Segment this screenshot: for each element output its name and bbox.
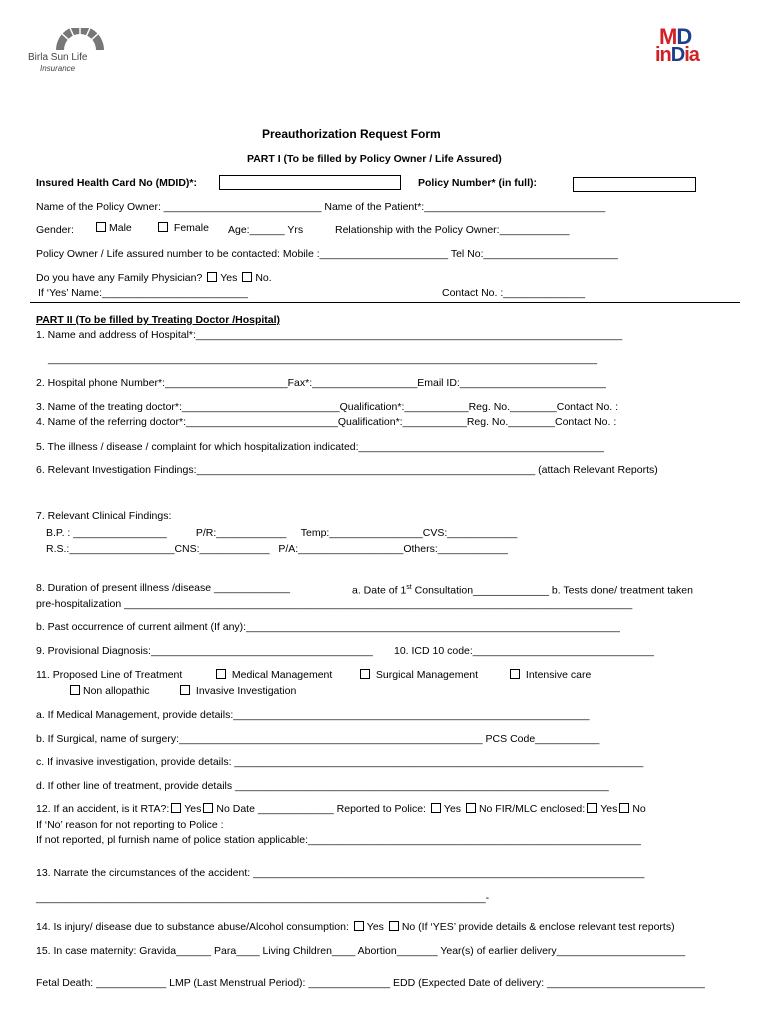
substance-no-label: No (If ‘YES’ provide details & enclose relevant test reports): [401, 921, 675, 933]
consultation-line[interactable]: [352, 582, 693, 597]
physician-no-checkbox-icon[interactable]: [242, 272, 252, 282]
logo-letters-in: in: [655, 44, 671, 66]
logo-letter-d2: D: [670, 44, 685, 66]
physician-question-text: Do you have any Family Physician?: [36, 272, 203, 284]
past-occurrence-field[interactable]: b. Past occurrence of current ailment (If any):________________________________________________________________: [36, 621, 620, 633]
card-number-input[interactable]: [219, 175, 401, 190]
fir-no-label: No: [632, 803, 646, 815]
gender-label: Gender:: [36, 224, 74, 236]
surgical-management-checkbox-icon[interactable]: [360, 669, 370, 679]
substance-abuse-question: 14. Is injury/ disease due to substance abuse/Alcohol consumption:: [36, 921, 349, 933]
section-divider: [30, 302, 740, 303]
fir-no-checkbox-icon[interactable]: [619, 803, 629, 813]
rta-yes-label: Yes: [184, 803, 202, 815]
female-checkbox-icon[interactable]: [158, 222, 168, 232]
substance-yes-checkbox-icon[interactable]: [354, 921, 364, 931]
consultation-tests-label: Consultation_____________ b. Tests done/ treatment taken: [411, 584, 693, 597]
fir-label: No FIR/MLC enclosed:: [478, 803, 586, 815]
substance-no-checkbox-icon[interactable]: [389, 921, 399, 931]
non-allopathic-option[interactable]: [68, 685, 150, 697]
physician-yes-checkbox-icon[interactable]: [207, 272, 217, 282]
physician-yes-label: Yes: [220, 272, 238, 284]
logo-letters-ia: ia: [684, 44, 699, 66]
investigation-findings-field[interactable]: 6. Relevant Investigation Findings:__________________________________________________________ (attach Relevant Reports): [36, 464, 658, 476]
md-india-logo: [655, 24, 715, 70]
relationship-field[interactable]: Relationship with the Policy Owner:____________: [335, 224, 570, 236]
fetal-death-line[interactable]: Fetal Death: ____________ LMP (Last Menstrual Period): ______________ EDD (Expected Date of delivery: ___________________________: [36, 977, 705, 989]
hospital-address-field[interactable]: ______________________________________________________________________________________________: [48, 353, 597, 365]
female-option[interactable]: [156, 222, 209, 234]
surgery-name-field[interactable]: b. If Surgical, name of surgery:____________________________________________________ PCS Code___________: [36, 733, 600, 745]
hospital-name-field[interactable]: 1. Name and address of Hospital*:_________________________________________________________________________: [36, 329, 623, 341]
medical-details-field[interactable]: a. If Medical Management, provide details:_____________________________________________________________: [36, 709, 590, 721]
accident-line[interactable]: [36, 803, 646, 815]
maternity-line[interactable]: 15. In case maternity: Gravida______ Para____ Living Children____ Abortion_______ Year(s) of earlier delivery______________________: [36, 945, 686, 957]
rta-no-checkbox-icon[interactable]: [203, 803, 213, 813]
medical-management-checkbox-icon[interactable]: [216, 669, 226, 679]
substance-yes-label: Yes: [366, 921, 384, 933]
icd10-field[interactable]: 10. ICD 10 code:_______________________________: [394, 645, 654, 657]
treating-doctor-line[interactable]: 3. Name of the treating doctor*:___________________________Qualification*:___________Reg. No.________Contact No. :: [36, 401, 619, 413]
part2-heading: PART II (To be filled by Treating Doctor /Hospital): [36, 314, 281, 326]
non-allopathic-checkbox-icon[interactable]: [70, 685, 80, 695]
surgical-management-option[interactable]: [358, 669, 478, 681]
male-option[interactable]: [94, 222, 132, 234]
consultation-date-label: a. Date of 1: [352, 584, 407, 597]
rta-no-date-label: No Date _____________ Reported to Police:: [216, 803, 426, 815]
police-yes-checkbox-icon[interactable]: [431, 803, 441, 813]
provisional-diagnosis-field[interactable]: 9. Provisional Diagnosis:______________________________________: [36, 645, 373, 657]
non-allopathic-label: Non allopathic: [83, 685, 150, 697]
clinical-findings-row2[interactable]: R.S.:__________________CNS:____________ P/A:__________________Others:____________: [46, 543, 508, 555]
logo-company-sub: Insurance: [40, 64, 76, 73]
physician-contact-field[interactable]: Contact No. :______________: [442, 287, 586, 299]
intensive-care-option[interactable]: [508, 669, 591, 681]
male-checkbox-icon[interactable]: [96, 222, 106, 232]
proposed-treatment-label: 11. Proposed Line of Treatment: [36, 669, 183, 681]
male-label: Male: [109, 222, 132, 234]
fir-yes-label: Yes: [600, 803, 618, 815]
logo-letter-m: M: [659, 24, 677, 49]
clinical-findings-row1[interactable]: B.P. : ________________ P/R:____________ Temp:________________CVS:____________: [46, 527, 518, 539]
rta-yes-checkbox-icon[interactable]: [171, 803, 181, 813]
ordinal-suffix: st: [406, 584, 412, 591]
duration-field[interactable]: 8. Duration of present illness /disease _____________: [36, 582, 290, 594]
intensive-care-checkbox-icon[interactable]: [510, 669, 520, 679]
age-field[interactable]: Age:______ Yrs: [228, 224, 304, 236]
substance-abuse-line[interactable]: [36, 921, 675, 933]
sun-logo-icon: [50, 28, 110, 52]
birla-sun-life-logo: [22, 28, 132, 78]
form-title: Preauthorization Request Form: [262, 127, 441, 141]
police-no-checkbox-icon[interactable]: [466, 803, 476, 813]
part1-heading: PART I (To be filled by Policy Owner / Life Assured): [247, 153, 502, 165]
referring-doctor-line[interactable]: 4. Name of the referring doctor*:__________________________Qualification*:___________Reg. No.________Contact No. :: [36, 416, 617, 428]
if-yes-name-field[interactable]: If ‘Yes’ Name:_________________________: [38, 287, 248, 299]
policy-number-input[interactable]: [573, 177, 696, 192]
surgical-management-label: Surgical Management: [375, 669, 479, 681]
intensive-care-label: Intensive care: [525, 669, 592, 681]
policy-number-label: Policy Number* (in full):: [418, 177, 538, 189]
rta-question: 12. If an accident, is it RTA?:: [36, 803, 170, 815]
invasive-details-field[interactable]: c. If invasive investigation, provide details: ______________________________________________________________________: [36, 756, 644, 768]
invasive-investigation-option[interactable]: [178, 685, 296, 697]
logo-company-name: Birla Sun Life: [28, 52, 88, 63]
physician-question: [36, 272, 272, 284]
pre-hospitalization-field[interactable]: pre-hospitalization _______________________________________________________________________________________: [36, 598, 633, 610]
other-treatment-field[interactable]: d. If other line of treatment, provide details ________________________________________________________________: [36, 780, 609, 792]
contact-line[interactable]: Policy Owner / Life assured number to be contacted: Mobile :______________________ Tel No:_______________________: [36, 248, 618, 260]
hospital-phone-line[interactable]: 2. Hospital phone Number*:_____________________Fax*:__________________Email ID:_________________________: [36, 377, 606, 389]
illness-field[interactable]: 5. The illness / disease / complaint for which hospitalization indicated:__________________________________________: [36, 441, 604, 453]
clinical-findings-label: 7. Relevant Clinical Findings:: [36, 510, 172, 522]
police-station-field[interactable]: If not reported, pl furnish name of police station applicable:_________________________________________________________: [36, 834, 641, 846]
medical-management-option[interactable]: [214, 669, 332, 681]
physician-no-label: No.: [255, 272, 272, 284]
card-label: Insured Health Card No (MDID)*:: [36, 177, 198, 189]
accident-circumstances-field[interactable]: 13. Narrate the circumstances of the accident: ___________________________________________________________________: [36, 867, 645, 879]
logo-letter-d: D: [676, 24, 692, 49]
medical-management-label: Medical Management: [231, 669, 333, 681]
no-report-reason-field[interactable]: If ‘No’ reason for not reporting to Police :: [36, 819, 224, 831]
fir-yes-checkbox-icon[interactable]: [587, 803, 597, 813]
police-yes-label: Yes: [443, 803, 462, 815]
invasive-investigation-label: Invasive Investigation: [195, 685, 297, 697]
female-label: Female: [173, 222, 209, 234]
owner-patient-line[interactable]: Name of the Policy Owner: ___________________________ Name of the Patient*:_______________________________: [36, 201, 606, 213]
accident-circumstances-cont[interactable]: _____________________________________________________________________________-: [36, 892, 490, 904]
invasive-investigation-checkbox-icon[interactable]: [180, 685, 190, 695]
